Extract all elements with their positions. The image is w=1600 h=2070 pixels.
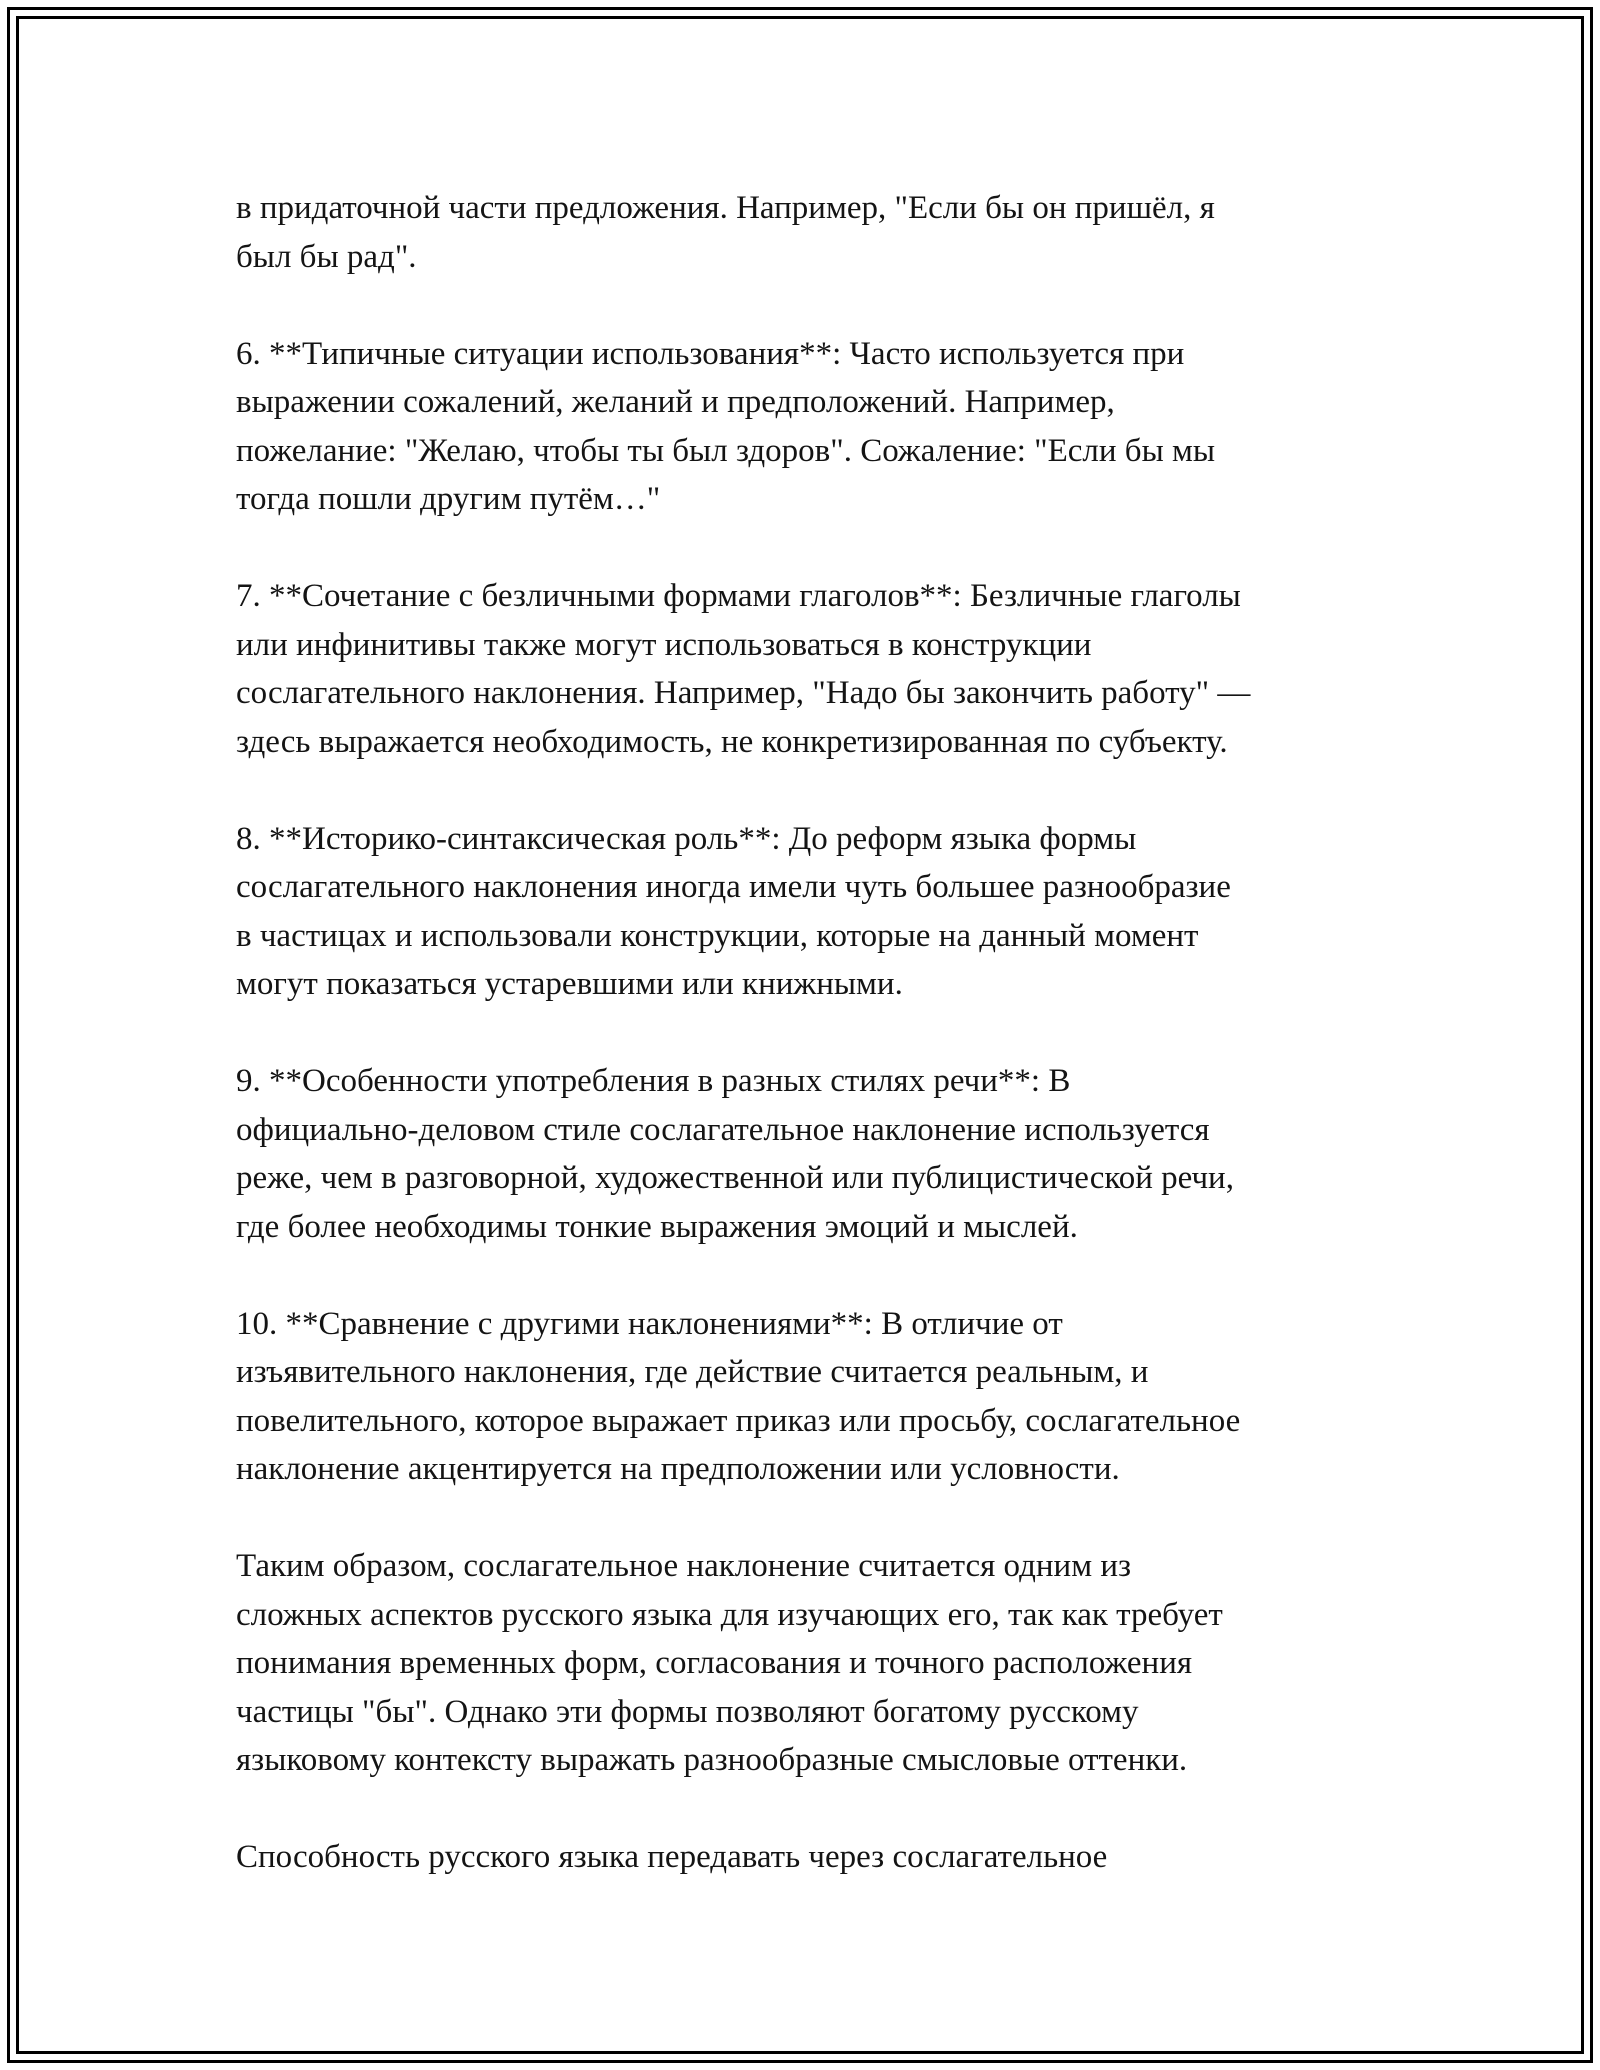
paragraph-item-8: 8. **Историко-синтаксическая роль**: До реформ языка формы сослагательного наклонения иногда имели чуть большее разнообразие в частицах и использовали конструкции, которые на данный момент могут показаться устаревшими или книжными. bbox=[236, 820, 1231, 1002]
paragraph-item-7: 7. **Сочетание с безличными формами глаголов**: Безличные глаголы или инфинитивы также могут использоваться в конструкции сослагательного наклонения. Например, "Надо бы закончить работу" — здесь выражается необходимость, не конкретизированная по субъекту. bbox=[236, 578, 1251, 760]
paragraph-item-10: 10. **Сравнение с другими наклонениями**: В отличие от изъявительного наклонения, где действие считается реальным, и повелительного, которое выражает приказ или просьбу, сослагательное наклонение акцентируется на предположении или условности. bbox=[236, 1305, 1241, 1487]
paragraph-item-9: 9. **Особенности употребления в разных стилях речи**: В официально-деловом стиле сослагательное наклонение используется реже, чем в разговорной, художественной или публицистической речи, где более необходимы тонкие выражения эмоций и мыслей. bbox=[236, 1063, 1234, 1245]
paragraph-item-6: 6. **Типичные ситуации использования**: Часто используется при выражении сожалений, желаний и предположений. Например, пожелание: "Желаю, чтобы ты был здоров". Сожаление: "Если бы мы тогда пошли другим путём…" bbox=[236, 335, 1216, 517]
paragraph-conclusion: Таким образом, сослагательное наклонение считается одним из сложных аспектов русского языка для изучающих его, так как требует понимания временных форм, согласования и точного расположения частицы "бы". Однако эти формы позволяют богатому русскому языковому контексту выражать разнообразные смысловые оттенки. bbox=[236, 1548, 1223, 1778]
document-body bbox=[236, 184, 1376, 1882]
paragraph-continuation: в придаточной части предложения. Например, "Если бы он пришёл, я был бы рад". bbox=[236, 190, 1215, 275]
paragraph-final-fragment: Способность русского языка передавать через сослагательное bbox=[236, 1839, 1108, 1875]
